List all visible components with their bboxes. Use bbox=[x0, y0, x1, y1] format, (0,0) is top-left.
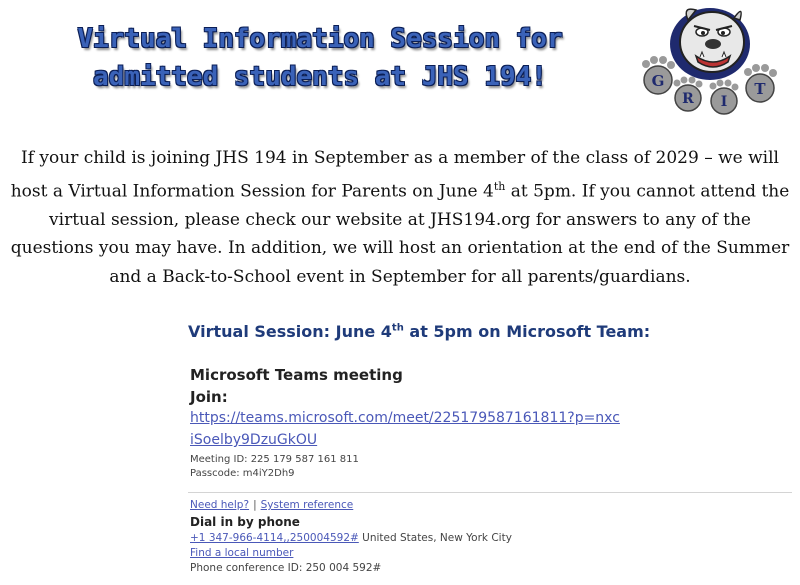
paw-letter-r: R bbox=[682, 91, 694, 107]
help-separator: | bbox=[253, 499, 257, 511]
vs-text-1: Virtual Session: June 4 bbox=[188, 322, 392, 341]
intro-text-1: If your child is joining JHS 194 in September as a member of the class of 2029 – we will host a Virtual Information Session for Parents on June 4 bbox=[10, 148, 779, 202]
teams-meeting-title: Microsoft Teams meeting bbox=[190, 366, 403, 384]
phone-conference-id: Phone conference ID: 250 004 592# bbox=[190, 562, 382, 574]
vs-sup: th bbox=[391, 322, 404, 334]
headline-line-2: admitted students at JHS 194! bbox=[93, 62, 547, 92]
join-link-line-2[interactable]: iSoelby9DzuGkOU bbox=[190, 432, 318, 448]
paw-g-icon bbox=[642, 56, 675, 94]
headline bbox=[50, 20, 590, 96]
phone-location: United States, New York City bbox=[362, 532, 512, 544]
virtual-session-heading bbox=[188, 322, 651, 341]
intro-text-2: at 5pm. If you cannot attend the virtual session, please check our website at JHS194.org for answers to any of the questions you may have. In addition, we will host an orientation at the end of the Summer and a Back-to-School event in September for all parents/guardians. bbox=[10, 181, 790, 287]
vs-text-2: at 5pm on Microsoft Team: bbox=[403, 322, 651, 341]
meeting-id: Meeting ID: 225 179 587 161 811 bbox=[190, 454, 359, 465]
divider bbox=[188, 492, 792, 493]
phone-number-link[interactable]: +1 347-966-4114,,250004592# bbox=[190, 532, 359, 544]
paw-letter-g: G bbox=[651, 72, 665, 90]
paw-i-icon bbox=[710, 80, 739, 115]
headline-line-1: Virtual Information Session for bbox=[77, 24, 563, 54]
dial-in-label: Dial in by phone bbox=[190, 515, 300, 529]
paw-letter-t: T bbox=[754, 80, 766, 98]
paw-letter-i: I bbox=[720, 94, 728, 110]
paw-t-icon bbox=[744, 64, 777, 102]
need-help-link[interactable]: Need help? bbox=[190, 499, 250, 511]
paw-r-icon bbox=[674, 77, 703, 112]
find-local-number-link[interactable]: Find a local number bbox=[190, 547, 294, 559]
join-label: Join: bbox=[190, 388, 228, 406]
intro-sup: th bbox=[493, 179, 506, 193]
help-row bbox=[190, 499, 353, 511]
passcode: Passcode: m4iY2Dh9 bbox=[190, 468, 295, 479]
phone-row bbox=[190, 532, 512, 544]
intro-paragraph bbox=[8, 144, 792, 291]
system-reference-link[interactable]: System reference bbox=[260, 499, 354, 511]
join-link-line-1[interactable]: https://teams.microsoft.com/meet/225179587161811?p=nxc bbox=[190, 410, 620, 426]
bulldog-grit-logo bbox=[636, 2, 786, 118]
